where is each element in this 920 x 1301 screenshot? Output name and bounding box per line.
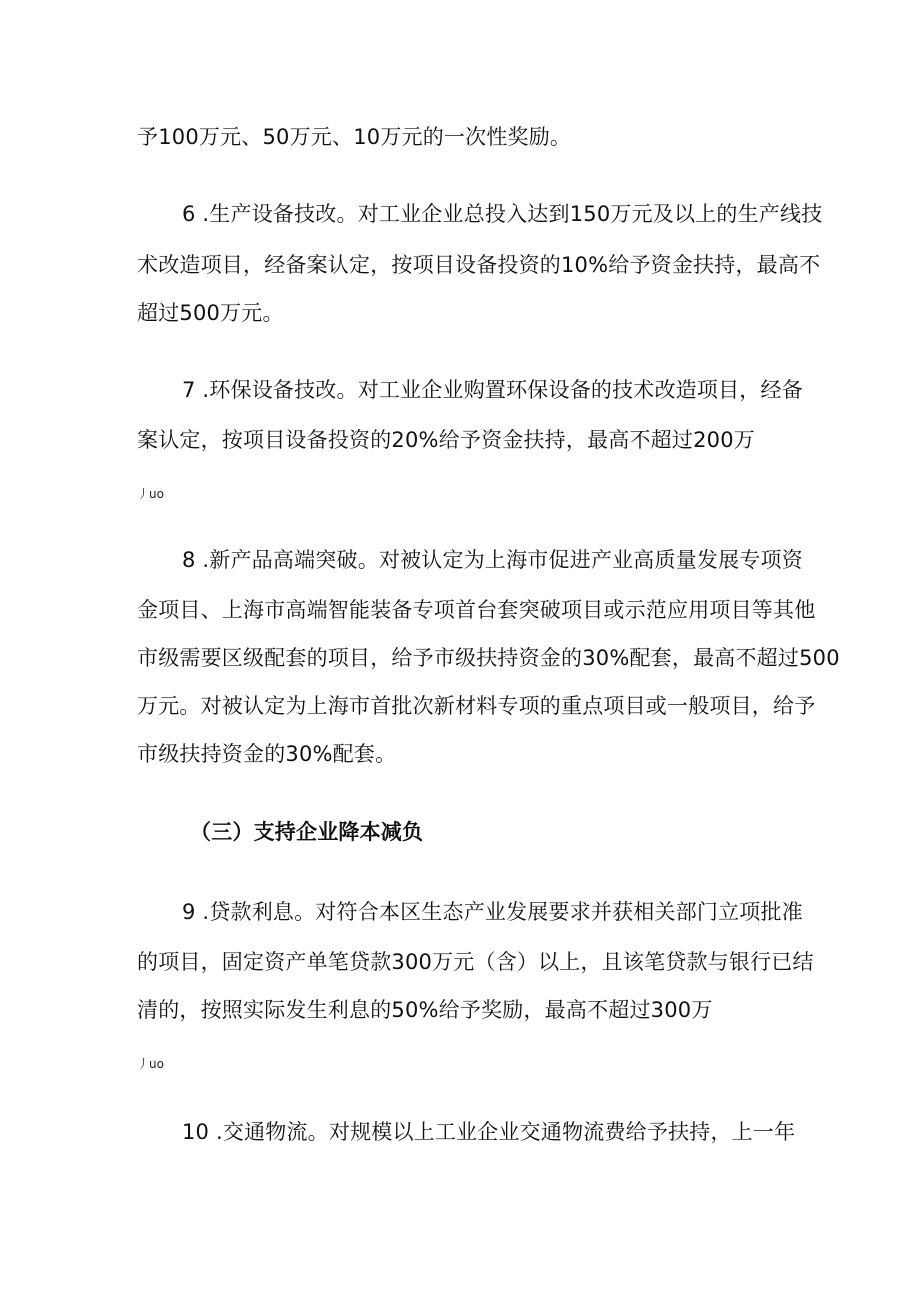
- text-line: 市级需要区级配套的项目，给予市级扶持资金的30%配套，最高不超过500: [137, 646, 840, 670]
- text-line: 超过500万元。: [137, 301, 284, 325]
- text-line-item-6: 6 .生产设备技改。对工业企业总投入达到150万元及以上的生产线技: [182, 202, 823, 226]
- text-line: 的项目，固定资产单笔贷款300万元（含）以上，且该笔贷款与银行已结: [137, 950, 814, 974]
- text-line: 案认定，按项目设备投资的20%给予资金扶持，最高不超过200万: [137, 428, 755, 452]
- text-line-item-8: 8 .新产品高端突破。对被认定为上海市促进产业高质量发展专项资: [182, 548, 803, 572]
- text-line: 万元。对被认定为上海市首批次新材料专项的重点项目或一般项目，给予: [137, 694, 816, 718]
- text-line: 金项目、上海市高端智能装备专项首台套突破项目或示范应用项目等其他: [137, 598, 816, 622]
- text-line: 予100万元、50万元、10万元的一次性奖励。: [137, 125, 572, 149]
- text-line-item-7: 7 .环保设备技改。对工业企业购置环保设备的技术改造项目，经备: [182, 378, 803, 402]
- section-heading: （三）支持企业降本减负: [190, 820, 424, 844]
- text-line-item-9: 9 .贷款利息。对符合本区生态产业发展要求并获相关部门立项批准: [182, 900, 803, 924]
- text-fragment: 丿uo: [137, 1057, 164, 1071]
- text-line: 术改造项目，经备案认定，按项目设备投资的10%给予资金扶持，最高不: [137, 253, 821, 277]
- text-line-item-10: 10 .交通物流。对规模以上工业企业交通物流费给予扶持，上一年: [182, 1120, 796, 1144]
- text-line: 清的，按照实际发生利息的50%给予奖励，最高不超过300万: [137, 998, 713, 1022]
- text-line: 市级扶持资金的30%配套。: [137, 742, 397, 766]
- text-fragment: 丿uo: [137, 487, 164, 501]
